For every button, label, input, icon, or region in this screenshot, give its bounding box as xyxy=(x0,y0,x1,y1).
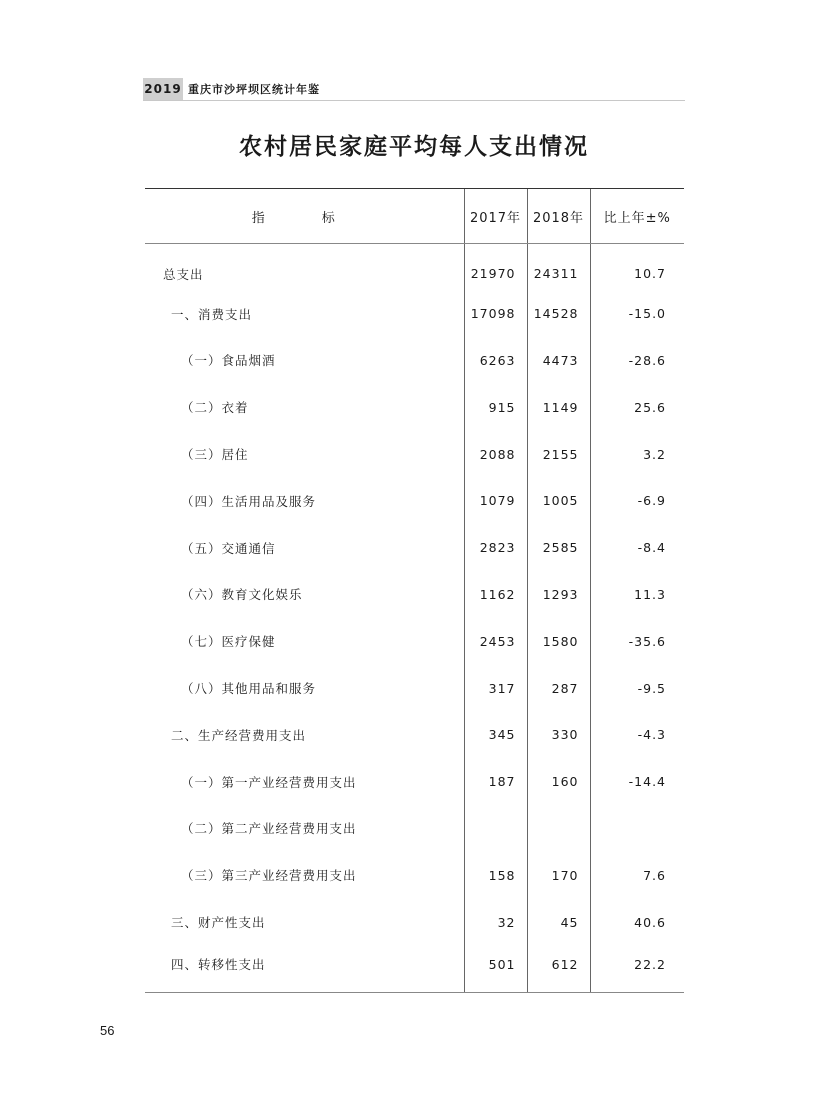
value-change: -9.5 xyxy=(590,665,684,712)
value-2017: 1162 xyxy=(464,571,527,618)
value-2018: 170 xyxy=(527,852,590,899)
table-row xyxy=(145,384,684,431)
value-2017: 501 xyxy=(464,945,527,992)
row-label: （二）衣着 xyxy=(181,400,249,416)
value-2018: 2585 xyxy=(527,524,590,571)
row-label: （七）医疗保健 xyxy=(181,634,276,650)
column-header-2018: 2018年 xyxy=(527,189,590,244)
table-row xyxy=(145,665,684,712)
table-row xyxy=(145,337,684,384)
row-label: （六）教育文化娱乐 xyxy=(181,587,303,603)
value-2017: 17098 xyxy=(464,290,527,337)
table-row xyxy=(145,571,684,618)
value-2018: 612 xyxy=(527,945,590,992)
value-2017: 915 xyxy=(464,384,527,431)
value-2017: 21970 xyxy=(464,244,527,291)
value-2017: 32 xyxy=(464,899,527,946)
value-2018: 1580 xyxy=(527,618,590,665)
row-label: （三）居住 xyxy=(181,447,249,463)
column-header-change: 比上年±% xyxy=(590,189,684,244)
page-number: 56 xyxy=(100,1023,115,1038)
value-change: -35.6 xyxy=(590,618,684,665)
value-change: -28.6 xyxy=(590,337,684,384)
value-change: 3.2 xyxy=(590,431,684,478)
value-change: 22.2 xyxy=(590,945,684,992)
row-label: （五）交通通信 xyxy=(181,540,276,556)
value-2018 xyxy=(527,805,590,852)
value-change: 11.3 xyxy=(590,571,684,618)
row-label: （四）生活用品及服务 xyxy=(181,493,317,509)
value-change: -15.0 xyxy=(590,290,684,337)
table-row xyxy=(145,805,684,852)
row-label: 一、消费支出 xyxy=(171,306,253,322)
value-2017: 345 xyxy=(464,711,527,758)
table-header-row xyxy=(145,189,684,244)
table-row xyxy=(145,945,684,992)
value-2017 xyxy=(464,805,527,852)
table-row xyxy=(145,852,684,899)
value-2017: 2453 xyxy=(464,618,527,665)
header-year-tag: 2019 xyxy=(143,78,183,100)
row-label: （八）其他用品和服务 xyxy=(181,681,317,697)
header-book-title: 重庆市沙坪坝区统计年鉴 xyxy=(188,83,320,96)
row-label: 总支出 xyxy=(163,266,204,282)
table-row xyxy=(145,711,684,758)
running-header xyxy=(143,78,685,100)
value-2018: 4473 xyxy=(527,337,590,384)
value-2017: 187 xyxy=(464,758,527,805)
expenditure-table xyxy=(145,188,684,993)
row-label: （一）食品烟酒 xyxy=(181,353,276,369)
value-change: -14.4 xyxy=(590,758,684,805)
row-label: 三、财产性支出 xyxy=(171,915,266,931)
value-2018: 1293 xyxy=(527,571,590,618)
value-change: -6.9 xyxy=(590,477,684,524)
value-change: 25.6 xyxy=(590,384,684,431)
table-row xyxy=(145,431,684,478)
value-2018: 14528 xyxy=(527,290,590,337)
table-row xyxy=(145,618,684,665)
value-2017: 317 xyxy=(464,665,527,712)
column-header-2017: 2017年 xyxy=(464,189,527,244)
header-divider xyxy=(143,100,685,101)
value-change: 7.6 xyxy=(590,852,684,899)
table-body xyxy=(145,244,684,993)
row-label: （二）第二产业经营费用支出 xyxy=(181,821,357,837)
value-2017: 1079 xyxy=(464,477,527,524)
value-2018: 1005 xyxy=(527,477,590,524)
value-2018: 24311 xyxy=(527,244,590,291)
page-title: 农村居民家庭平均每人支出情况 xyxy=(239,133,589,160)
value-2018: 1149 xyxy=(527,384,590,431)
value-2018: 2155 xyxy=(527,431,590,478)
table-row xyxy=(145,477,684,524)
value-change: 10.7 xyxy=(590,244,684,291)
value-2018: 330 xyxy=(527,711,590,758)
table-row xyxy=(145,244,684,291)
value-change: -8.4 xyxy=(590,524,684,571)
row-label: （一）第一产业经营费用支出 xyxy=(181,774,357,790)
value-change: 40.6 xyxy=(590,899,684,946)
table-row xyxy=(145,290,684,337)
value-2017: 2823 xyxy=(464,524,527,571)
value-2018: 287 xyxy=(527,665,590,712)
column-header-indicator: 指 标 xyxy=(145,189,464,244)
value-2018: 160 xyxy=(527,758,590,805)
value-change xyxy=(590,805,684,852)
row-label: 四、转移性支出 xyxy=(145,945,464,992)
value-2017: 6263 xyxy=(464,337,527,384)
value-change: -4.3 xyxy=(590,711,684,758)
row-label: 二、生产经营费用支出 xyxy=(171,727,307,743)
table-row xyxy=(145,524,684,571)
value-2018: 45 xyxy=(527,899,590,946)
table-row xyxy=(145,758,684,805)
value-2017: 2088 xyxy=(464,431,527,478)
row-label: （三）第三产业经营费用支出 xyxy=(181,868,357,884)
table-row xyxy=(145,899,684,946)
value-2017: 158 xyxy=(464,852,527,899)
